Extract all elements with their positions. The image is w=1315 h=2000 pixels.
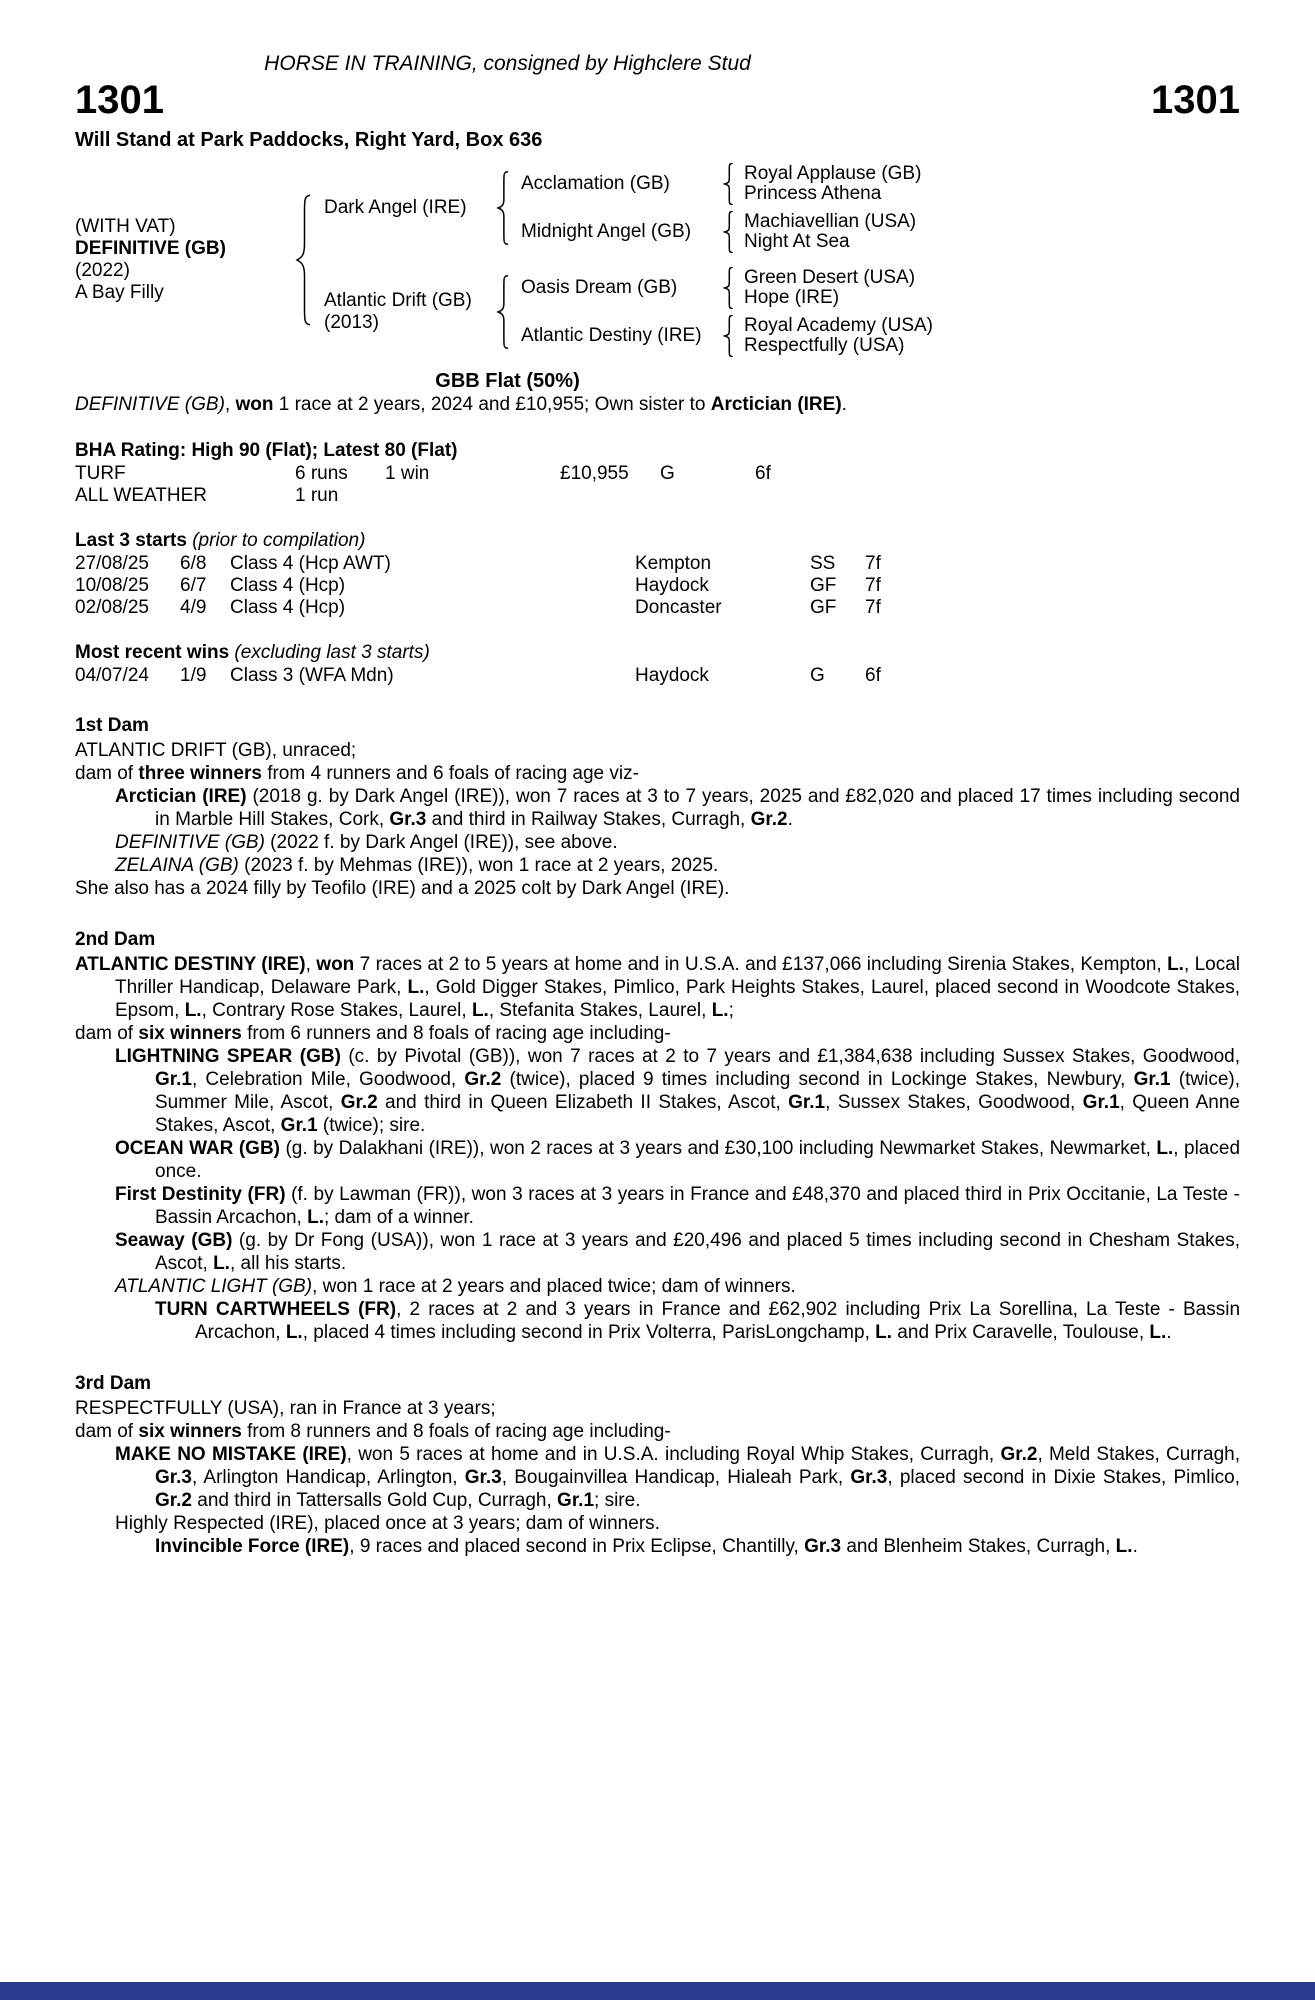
text-run: DEFINITIVE (GB) [115, 832, 265, 853]
text-run: , Meld Stakes, Curragh, [1037, 1444, 1240, 1465]
text-run: , won 1 race at 2 years and placed twice; dam of winners. [312, 1276, 796, 1297]
brace-icon [496, 171, 511, 245]
race-course: Kempton [635, 553, 712, 574]
text-run: , Gold Digger Stakes, Pimlico, Park Heights Stakes, Laurel, placed second in Woodcote Stakes, Epsom, [115, 977, 1240, 1021]
brace-icon [294, 194, 314, 326]
race-distance: 7f [865, 553, 881, 574]
grandparent-row [521, 316, 933, 356]
race-going: GF [810, 575, 837, 596]
lot-number-row [75, 78, 1240, 122]
text-run: dam of [75, 1421, 139, 1442]
section-heading: 2nd Dam [75, 929, 156, 950]
footer-bar [0, 1982, 1315, 2000]
great-grandparent-name: Respectfully (USA) [744, 335, 905, 356]
text-run: Gr.1 [280, 1115, 318, 1136]
text-run: ATLANTIC DESTINY (IRE) [75, 954, 306, 975]
text-run: L. [213, 1253, 230, 1274]
great-grandparent-name: Night At Sea [744, 231, 850, 252]
earnings-value: £10,955 [560, 463, 629, 484]
brace-icon [723, 163, 735, 205]
text-run: , [305, 954, 317, 975]
text-run: (2018 g. by Dark Angel (IRE)), won 7 races at 3 to 7 years, 2025 and £82,020 and placed 17 times including second in Marble Hill Stakes, Cork, [155, 786, 1241, 830]
dam-name [324, 290, 492, 334]
grandparent-row [521, 268, 933, 308]
text-run: Gr.2 [155, 1490, 192, 1511]
text-run: , [224, 394, 236, 415]
grandsire-name: Acclamation (GB) [521, 173, 670, 194]
text-run: She also has a 2024 filly by Teofilo (IRE) and a 2025 colt by Dark Angel (IRE). [75, 878, 730, 899]
grandparent-row [521, 212, 921, 252]
text-run: ; sire. [594, 1490, 641, 1511]
race-class: Class 3 (WFA Mdn) [230, 665, 394, 686]
pedigree-subject [75, 216, 290, 304]
surface-label: TURF [75, 463, 126, 484]
race-going: G [810, 665, 825, 686]
third-dam-section [75, 1372, 1240, 1558]
recent-wins-section [75, 642, 1240, 686]
text-run: Gr.2 [464, 1069, 502, 1090]
great-grandparents [744, 316, 933, 356]
text-run: OCEAN WAR (GB) [115, 1138, 281, 1159]
stand-location-line: Will Stand at Park Paddocks, Right Yard, Box 636 [75, 129, 543, 151]
first-dam-paragraphs [75, 739, 1240, 900]
text-run: , Arlington Handicap, Arlington, [191, 1467, 465, 1488]
text-run: , Sussex Stakes, Goodwood, [825, 1092, 1083, 1113]
sire-grandparents [521, 164, 921, 252]
race-position: 6/8 [180, 553, 207, 574]
pedigree-paragraph [75, 1275, 1240, 1298]
text-run: L. [184, 1000, 202, 1021]
pedigree-paragraph [75, 1229, 1240, 1275]
last-starts-table [75, 553, 1240, 618]
vat-note: (WITH VAT) [75, 216, 176, 237]
text-run: ; dam of a winner. [323, 1207, 474, 1228]
pedigree-paragraph [75, 877, 1240, 900]
text-run: 1 race at 2 years, 2024 and £10,955; Own sister to [273, 394, 711, 415]
great-grandparent-name: Hope (IRE) [744, 287, 840, 308]
pedigree-paragraph [75, 739, 1240, 762]
pedigree-paragraph [75, 854, 1240, 877]
pedigree-paragraph [75, 1443, 1240, 1512]
foal-year: (2022) [75, 260, 130, 281]
dam-name-line: Atlantic Drift (GB) [324, 290, 472, 311]
dam-year-line: (2013) [324, 312, 379, 333]
great-grandparents [744, 164, 921, 204]
sire-row [324, 164, 933, 252]
pedigree-paragraph [75, 1535, 1240, 1558]
text-run: (c. by Pivotal (GB)), won 7 races at 2 to 7 years and £1,384,638 including Sussex Stakes, Goodwood, [340, 1046, 1240, 1067]
text-run: L. [407, 977, 425, 998]
text-run: (twice), Summer Mile, Ascot, [155, 1069, 1240, 1113]
surface-label: ALL WEATHER [75, 485, 207, 506]
heading-title: Most recent wins [75, 642, 230, 663]
third-dam-paragraphs [75, 1397, 1240, 1558]
text-run: , Local Thriller Handicap, Delaware Park, [115, 954, 1241, 998]
earnings-value [560, 485, 660, 506]
distance-value [755, 485, 815, 506]
text-run: Gr.1 [788, 1092, 826, 1113]
text-run: Highly Respected (IRE), placed once at 3 years; dam of winners. [115, 1513, 660, 1534]
race-date: 02/08/25 [75, 597, 149, 618]
text-run: (twice); sire. [317, 1115, 426, 1136]
recent-wins-table [75, 665, 1240, 686]
heading-note: (excluding last 3 starts) [229, 642, 430, 663]
text-run: dam of [75, 763, 139, 784]
pedigree-table [75, 164, 1240, 356]
text-run: won [235, 394, 274, 415]
text-run: (f. by Lawman (FR)), won 3 races at 3 years in France and £48,370 and placed third in Prix Occitanie, La Teste - Bassin Arcachon, [155, 1184, 1240, 1228]
section-heading: 1st Dam [75, 715, 149, 736]
horse-name: DEFINITIVE (GB) [75, 238, 226, 259]
runs-value: 6 runs [295, 463, 348, 484]
text-run: Invincible Force (IRE) [155, 1536, 350, 1557]
pedigree-paragraph [75, 1022, 1240, 1045]
text-run: Gr.2 [340, 1092, 378, 1113]
text-run: Gr.3 [155, 1467, 192, 1488]
text-run: from 6 runners and 8 foals of racing age including- [241, 1023, 671, 1044]
second-dam-paragraphs [75, 953, 1240, 1344]
pedigree-paragraph [75, 953, 1240, 1022]
race-date: 10/08/25 [75, 575, 149, 596]
gbb-scheme-line: GBB Flat (50%) [435, 370, 580, 392]
text-run: ATLANTIC LIGHT (GB) [115, 1276, 313, 1297]
race-distance: 7f [865, 575, 881, 596]
first-dam-section [75, 714, 1240, 900]
pedigree-paragraph [75, 1512, 1240, 1535]
text-run: MAKE NO MISTAKE (IRE) [115, 1444, 347, 1465]
distance-value: 6f [755, 463, 771, 484]
text-run: L. [1149, 1322, 1167, 1343]
heading-title: Last 3 starts [75, 530, 187, 551]
text-run: and third in Railway Stakes, Curragh, [426, 809, 751, 830]
horse-description: A Bay Filly [75, 282, 164, 303]
pedigree-paragraph [75, 1137, 1240, 1183]
text-run: TURN CARTWHEELS (FR) [155, 1299, 397, 1320]
text-run: , placed once. [155, 1138, 1241, 1182]
text-run: , placed second in Dixie Stakes, Pimlico, [887, 1467, 1241, 1488]
text-run: Gr.3 [804, 1536, 842, 1557]
text-run: , 9 races and placed second in Prix Eclipse, Chantilly, [349, 1536, 805, 1557]
text-run: (twice), placed 9 times including second in Lockinge Stakes, Newbury, [501, 1069, 1134, 1090]
race-course: Haydock [635, 575, 709, 596]
text-run: , Contrary Rose Stakes, Laurel, [201, 1000, 472, 1021]
brace-icon [723, 315, 735, 357]
text-run: six winners [138, 1421, 242, 1442]
text-run: dam of [75, 1023, 139, 1044]
dam-row [324, 268, 933, 356]
last-starts-section [75, 530, 1240, 618]
text-run: ; [728, 1000, 734, 1021]
text-run: Arctician (IRE) [710, 394, 842, 415]
text-run: Gr.1 [1133, 1069, 1171, 1090]
text-run: (g. by Dr Fong (USA)), won 1 race at 3 years and £20,496 and placed 5 times including second in Chesham Stakes, Ascot, [155, 1230, 1240, 1274]
lot-number-left: 1301 [75, 78, 164, 122]
text-run: , placed 4 times including second in Prix Volterra, ParisLongchamp, [302, 1322, 876, 1343]
text-run: 7 races at 2 to 5 years at home and in U.S.A. and £137,066 including Sirenia Stakes, Kempton, [354, 954, 1168, 975]
text-run: DEFINITIVE (GB) [75, 394, 225, 415]
pedigree-paragraph [75, 1420, 1240, 1443]
brace-icon [723, 267, 735, 309]
race-position: 4/9 [180, 597, 207, 618]
text-run: L. [307, 1207, 324, 1228]
grandparent-row [521, 164, 921, 204]
text-run: and third in Tattersalls Gold Cup, Curragh, [191, 1490, 558, 1511]
race-date: 04/07/24 [75, 665, 149, 686]
race-class: Class 4 (Hcp AWT) [230, 553, 391, 574]
race-course: Haydock [635, 665, 709, 686]
race-position: 1/9 [180, 665, 207, 686]
race-going: GF [810, 597, 837, 618]
race-class: Class 4 (Hcp) [230, 597, 346, 618]
pedigree-paragraph [75, 762, 1240, 785]
runs-value: 1 run [295, 485, 339, 506]
text-run: Gr.2 [750, 809, 788, 830]
race-distance: 6f [865, 665, 881, 686]
text-run: Gr.1 [557, 1490, 595, 1511]
pedigree-paragraph [75, 1298, 1240, 1344]
great-grandparent-name: Machiavellian (USA) [744, 211, 917, 232]
great-grandparents [744, 212, 916, 252]
text-run: three winners [138, 763, 262, 784]
race-record-table [75, 463, 1240, 506]
text-run: , 2 races at 2 and 3 years in France and £62,902 including Prix La Sorellina, La Teste - Bassin Arcachon, [195, 1299, 1241, 1343]
lot-number-right: 1301 [1151, 78, 1240, 122]
text-run: , all his starts. [229, 1253, 347, 1274]
text-run: L. [1167, 954, 1184, 975]
rating-section [75, 440, 1240, 506]
dam-grandparents [521, 268, 933, 356]
pedigree-parents [324, 164, 933, 356]
text-run: , Celebration Mile, Goodwood, [191, 1069, 465, 1090]
great-grandparent-name: Green Desert (USA) [744, 267, 916, 288]
bha-rating-line: BHA Rating: High 90 (Flat); Latest 80 (Flat) [75, 440, 458, 461]
recent-wins-heading [75, 642, 1240, 663]
text-run: and Prix Caravelle, Toulouse, [892, 1322, 1150, 1343]
pedigree-paragraph [75, 785, 1240, 831]
text-run: , Stefanita Stakes, Laurel, [488, 1000, 712, 1021]
second-dam-section [75, 928, 1240, 1344]
great-grandparents [744, 268, 915, 308]
sire-name: Dark Angel (IRE) [324, 197, 467, 218]
text-run: won [316, 954, 355, 975]
text-run: RESPECTFULLY (USA), ran in France at 3 years; [75, 1398, 496, 1419]
text-run: Seaway (GB) [115, 1230, 233, 1251]
text-run: Gr.1 [155, 1069, 192, 1090]
pedigree-paragraph [75, 1397, 1240, 1420]
race-distance: 7f [865, 597, 881, 618]
wins-value: 1 win [385, 463, 430, 484]
grandsire-name: Oasis Dream (GB) [521, 277, 678, 298]
great-grandparent-name: Royal Applause (GB) [744, 163, 922, 184]
text-run: , won 5 races at home and in U.S.A. including Royal Whip Stakes, Curragh, [346, 1444, 1001, 1465]
brace-icon [723, 211, 735, 253]
text-run: (g. by Dalakhani (IRE)), won 2 races at 3 years and £30,100 including Newmarket Stakes, Newmarket, [280, 1138, 1157, 1159]
text-run: LIGHTNING SPEAR (GB) [115, 1046, 341, 1067]
race-record-summary [75, 393, 1240, 416]
heading-note: (prior to compilation) [186, 530, 366, 551]
great-grandparent-name: Princess Athena [744, 183, 882, 204]
text-run: and third in Queen Elizabeth II Stakes, Ascot, [377, 1092, 789, 1113]
text-run: Gr.2 [1000, 1444, 1038, 1465]
text-run: . [1166, 1322, 1172, 1343]
race-class: Class 4 (Hcp) [230, 575, 346, 596]
text-run: . [1132, 1536, 1138, 1557]
pedigree-paragraph [75, 1183, 1240, 1229]
text-run: L. [471, 1000, 489, 1021]
race-date: 27/08/25 [75, 553, 149, 574]
last-starts-heading [75, 530, 1240, 551]
race-position: 6/7 [180, 575, 207, 596]
text-run: , Bougainvillea Handicap, Hialeah Park, [501, 1467, 851, 1488]
text-run: L. [1115, 1536, 1133, 1557]
text-run: . [841, 394, 847, 415]
granddam-name: Atlantic Destiny (IRE) [521, 325, 702, 346]
race-going: SS [810, 553, 836, 574]
going-value [660, 485, 755, 506]
text-run: L. [875, 1322, 893, 1343]
text-run: L. [711, 1000, 729, 1021]
great-grandparent-name: Royal Academy (USA) [744, 315, 934, 336]
text-run: and Blenheim Stakes, Curragh, [841, 1536, 1116, 1557]
text-run: six winners [138, 1023, 242, 1044]
text-run: (2022 f. by Dark Angel (IRE)), see above. [264, 832, 618, 853]
text-run: from 4 runners and 6 foals of racing age viz- [261, 763, 639, 784]
wins-value [385, 485, 560, 506]
text-run: Gr.1 [1082, 1092, 1120, 1113]
going-value: G [660, 463, 675, 484]
text-run: ZELAINA (GB) [115, 855, 239, 876]
text-run: Gr.3 [389, 809, 427, 830]
text-run: from 8 runners and 8 foals of racing age including- [241, 1421, 671, 1442]
pedigree-paragraph [75, 1045, 1240, 1137]
text-run: (2023 f. by Mehmas (IRE)), won 1 race at 2 years, 2025. [238, 855, 719, 876]
text-run: L. [1156, 1138, 1174, 1159]
text-run: First Destinity (FR) [115, 1184, 286, 1205]
consignor-line: HORSE IN TRAINING, consigned by Highclere Stud [264, 52, 751, 75]
pedigree-paragraph [75, 831, 1240, 854]
text-run: L. [285, 1322, 303, 1343]
granddam-name: Midnight Angel (GB) [521, 221, 692, 242]
text-run: . [787, 809, 793, 830]
section-heading: 3rd Dam [75, 1373, 152, 1394]
brace-icon [496, 275, 511, 349]
text-run: Gr.3 [850, 1467, 888, 1488]
race-course: Doncaster [635, 597, 722, 618]
text-run: Gr.3 [464, 1467, 502, 1488]
text-run: Arctician (IRE) [115, 786, 247, 807]
text-run: ATLANTIC DRIFT (GB), unraced; [75, 740, 357, 761]
text-run: , Queen Anne Stakes, Ascot, [155, 1092, 1241, 1136]
